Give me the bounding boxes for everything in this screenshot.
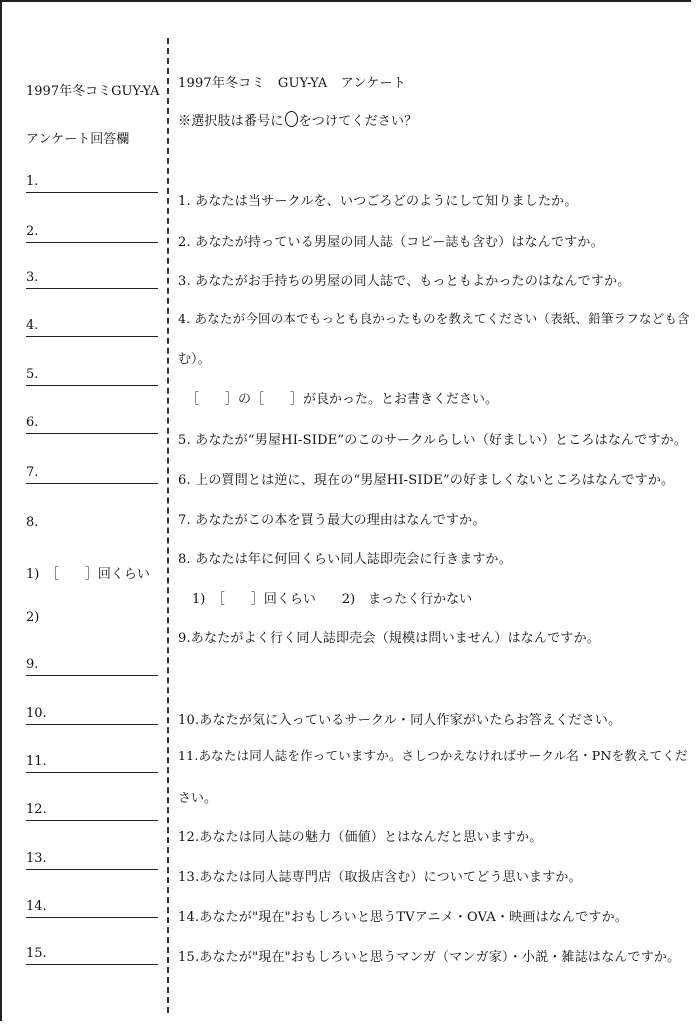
answer-line-13[interactable]: 13.: [26, 849, 158, 870]
question-1: 1. あなたは当サークルを、いつごろどのようにして知りましたか。: [178, 194, 578, 209]
answer-line-1[interactable]: 1.: [26, 172, 158, 193]
answer-line-3[interactable]: 3.: [26, 268, 158, 289]
question-13: 13.あなたは同人誌専門店（取扱店含む）についてどう思いますか。: [178, 870, 582, 885]
question-11-continued: さい。: [178, 791, 218, 806]
column-divider: [167, 38, 169, 1013]
answer-line-4[interactable]: 4.: [26, 316, 158, 337]
answer-choice-8-1[interactable]: 1) ［ ］回くらい: [26, 567, 150, 582]
question-5: 5. あなたが“男屋HI-SIDE”のこのサークルらしい（好ましい）ところはなんですか。: [178, 433, 688, 448]
answer-line-12[interactable]: 12.: [26, 800, 158, 821]
question-8: 8. あなたは年に何回くらい同人誌即売会に行きますか。: [178, 552, 512, 567]
answer-sheet-subtitle: アンケート回答欄: [26, 132, 130, 147]
answer-line-6[interactable]: 6.: [26, 413, 158, 434]
question-14: 14.あなたが"現在"おもしろいと思うTVアニメ・OVA・映画はなんですか。: [178, 910, 628, 925]
instruction-after: をつけてください？: [298, 114, 418, 129]
question-2: 2. あなたが持っている男屋の同人誌（コピー誌も含む）はなんですか。: [178, 235, 604, 250]
questionnaire-title: 1997年冬コミ GUY-YA アンケート: [178, 76, 406, 91]
instruction-before: ※選択肢は番号に: [178, 114, 284, 129]
answer-line-10[interactable]: 10.: [26, 704, 158, 725]
question-11: 11.あなたは同人誌を作っていますか。さしつかえなければサークル名・PNを教えてくだ: [178, 748, 688, 763]
question-6: 6. 上の質問とは逆に、現在の“男屋HI-SIDE”の好ましくないところはなんですか。: [178, 473, 675, 488]
question-4: 4. あなたが今回の本でもっとも良かったものを教えてください（表紙、鉛筆ラフなども含: [178, 311, 690, 326]
answer-label-8: 8.: [26, 515, 39, 530]
answer-line-9[interactable]: 9.: [26, 655, 158, 676]
question-8-choices: 1) ［ ］回くらい 2) まったく行かない: [192, 592, 473, 607]
question-4-answer-format: ［ ］の［ ］が良かった。とお書きください。: [186, 392, 499, 407]
question-12: 12.あなたは同人誌の魅力（価値）とはなんだと思いますか。: [178, 830, 543, 845]
question-15: 15.あなたが"現在"おもしろいと思うマンガ（マンガ家）・小説・雑誌はなんですか。: [178, 950, 681, 965]
answer-choice-8-2[interactable]: 2): [26, 610, 40, 625]
instruction-text: [178, 110, 417, 129]
question-4-continued: む）。: [178, 352, 211, 367]
question-10: 10.あなたが気に入っているサークル・同人作家がいたらお答えください。: [178, 713, 622, 728]
answer-line-11[interactable]: 11.: [26, 752, 158, 773]
answer-line-2[interactable]: 2.: [26, 222, 158, 243]
question-7: 7. あなたがこの本を買う最大の理由はなんですか。: [178, 513, 486, 528]
answer-line-14[interactable]: 14.: [26, 897, 158, 918]
answer-line-15[interactable]: 15.: [26, 944, 158, 965]
circle-icon: [285, 111, 298, 127]
question-3: 3. あなたがお手持ちの男屋の同人誌で、もっともよかったのはなんですか。: [178, 274, 631, 289]
answer-line-7[interactable]: 7.: [26, 463, 158, 484]
answer-line-5[interactable]: 5.: [26, 365, 158, 386]
question-9: 9.あなたがよく行く同人誌即売会（規模は問いません）はなんですか。: [178, 631, 601, 646]
answer-sheet-title: 1997年冬コミGUY-YA: [26, 84, 160, 99]
